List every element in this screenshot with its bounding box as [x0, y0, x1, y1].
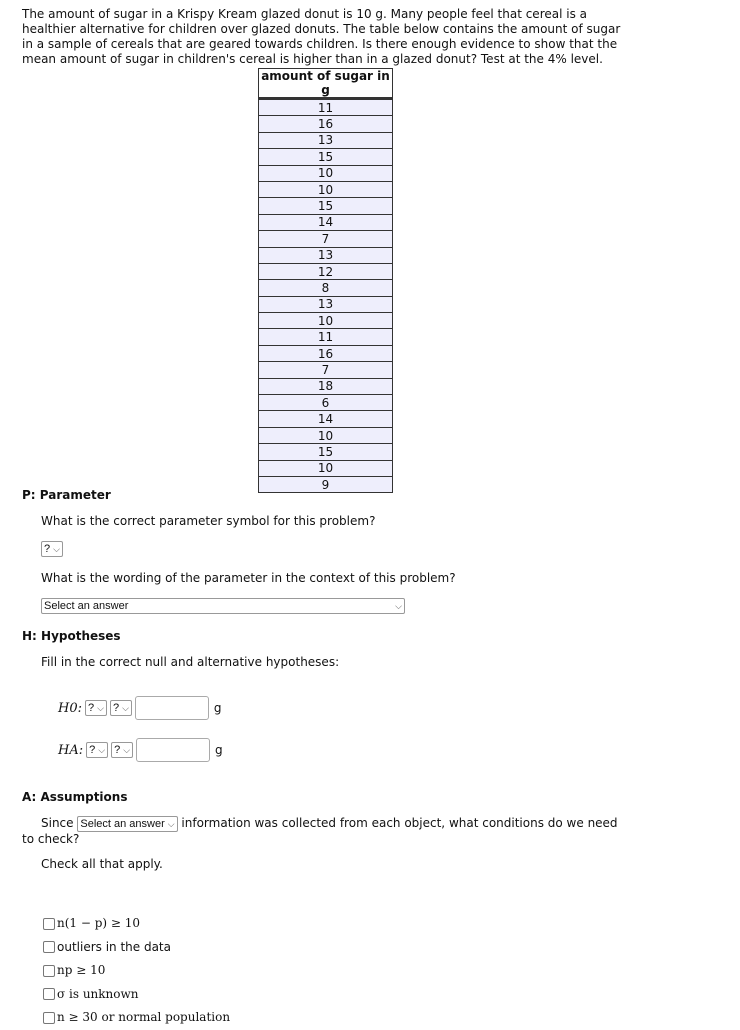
h0-unit: g	[213, 701, 222, 715]
data-type-select[interactable]	[77, 816, 177, 832]
table-cell: 10	[259, 165, 393, 181]
table-cell: 12	[259, 263, 393, 279]
question-rest: information was collected from each object, what conditions do we need to check?	[22, 816, 618, 846]
hypotheses-instruction: Fill in the correct null and alternative hypotheses:	[41, 655, 340, 669]
condition-option[interactable]	[43, 983, 230, 1007]
select-value: ?	[44, 543, 51, 555]
table-row	[259, 313, 393, 329]
parameter-wording-select[interactable]	[41, 598, 405, 614]
parameter-heading: P: Parameter	[22, 488, 111, 502]
table-row	[259, 165, 393, 181]
condition-option[interactable]	[43, 912, 230, 936]
h0-operator-select[interactable]	[110, 700, 132, 716]
assumptions-question	[22, 816, 622, 847]
chevron-down-icon: ⌵	[98, 745, 106, 755]
select-value: ?	[114, 744, 121, 756]
table-cell: 16	[259, 345, 393, 361]
table-cell: 13	[259, 247, 393, 263]
table-cell: 15	[259, 149, 393, 165]
table-cell: 10	[259, 460, 393, 476]
table-row	[259, 231, 393, 247]
condition-label: np ≥ 10	[57, 963, 106, 977]
table-row	[259, 427, 393, 443]
ha-operator-select[interactable]	[111, 742, 133, 758]
chevron-down-icon: ⌵	[123, 745, 131, 755]
table-row	[259, 362, 393, 378]
table-row	[259, 116, 393, 132]
table-row	[259, 460, 393, 476]
table-row	[259, 99, 393, 116]
since-text: Since	[41, 816, 74, 830]
chevron-down-icon: ⌵	[97, 703, 104, 713]
checkbox[interactable]	[43, 918, 55, 930]
table-cell: 11	[259, 329, 393, 345]
table-row	[259, 411, 393, 427]
h0-value-input[interactable]	[135, 696, 209, 720]
table-row	[259, 296, 393, 312]
sugar-table	[258, 68, 393, 493]
table-cell: 6	[259, 395, 393, 411]
table-row	[259, 476, 393, 492]
condition-label: n ≥ 30 or normal population	[57, 1010, 231, 1024]
wording-question: What is the wording of the parameter in the context of this problem?	[41, 571, 456, 585]
table-cell: 7	[259, 362, 393, 378]
condition-option[interactable]	[43, 1006, 230, 1030]
select-value: Select an answer	[80, 818, 165, 830]
checkbox[interactable]	[43, 988, 55, 1000]
table-row	[259, 132, 393, 148]
chevron-down-icon: ⌵	[395, 601, 402, 611]
table-row	[259, 198, 393, 214]
h0-label: H0:	[58, 700, 82, 716]
table-header: amount of sugar in g	[259, 69, 393, 99]
table-row	[259, 329, 393, 345]
ha-parameter-select[interactable]	[86, 742, 108, 758]
checkbox[interactable]	[43, 965, 55, 977]
table-row	[259, 280, 393, 296]
select-value: ?	[88, 702, 95, 714]
select-value: ?	[89, 744, 96, 756]
h0-parameter-select[interactable]	[85, 700, 107, 716]
table-row	[259, 395, 393, 411]
table-cell: 10	[259, 181, 393, 197]
condition-label: σ is unknown	[57, 986, 139, 1001]
table-cell: 13	[259, 296, 393, 312]
table-cell: 15	[259, 444, 393, 460]
condition-option[interactable]	[43, 936, 230, 960]
table-cell: 10	[259, 427, 393, 443]
ha-value-input[interactable]	[136, 738, 210, 762]
table-cell: 8	[259, 280, 393, 296]
ha-unit: g	[215, 743, 223, 757]
table-row	[259, 378, 393, 394]
table-row	[259, 149, 393, 165]
condition-option[interactable]	[43, 959, 230, 983]
condition-label: n(1 − p) ≥ 10	[57, 916, 141, 930]
table-cell: 16	[259, 116, 393, 132]
table-cell: 14	[259, 411, 393, 427]
chevron-down-icon: ⌵	[53, 544, 60, 554]
table-cell: 15	[259, 198, 393, 214]
conditions-checklist	[43, 912, 230, 1030]
table-row	[259, 444, 393, 460]
table-cell: 10	[259, 313, 393, 329]
checkbox[interactable]	[43, 1012, 55, 1024]
table-row	[259, 181, 393, 197]
table-row	[259, 214, 393, 230]
table-cell: 11	[259, 99, 393, 116]
condition-label: outliers in the data	[57, 939, 171, 954]
table-row	[259, 345, 393, 361]
chevron-down-icon: ⌵	[167, 819, 175, 829]
null-hypothesis-row	[58, 696, 222, 720]
select-value: ?	[112, 702, 120, 714]
parameter-symbol-select[interactable]	[41, 541, 63, 557]
table-cell: 13	[259, 132, 393, 148]
problem-text: The amount of sugar in a Krispy Kream glazed donut is 10 g. Many people feel that cereal is a healthier alternative for children over glazed donuts. The table below contains the amount of sugar in a sample of cereals that are geared towards children. Is there enough evidence to show that the mean amount of sugar in children's cereal is higher than in a glazed donut? Test at the 4% level.	[22, 7, 621, 66]
checkbox[interactable]	[43, 941, 55, 953]
select-value: Select an answer	[44, 600, 129, 612]
table-cell: 7	[259, 231, 393, 247]
table-row	[259, 247, 393, 263]
check-all-instruction: Check all that apply.	[41, 857, 163, 871]
table-cell: 14	[259, 214, 393, 230]
assumptions-heading: A: Assumptions	[22, 790, 128, 804]
ha-label: HA:	[58, 742, 84, 758]
table-row	[259, 263, 393, 279]
parameter-question: What is the correct parameter symbol for this problem?	[41, 514, 376, 528]
table-cell: 9	[259, 476, 393, 492]
chevron-down-icon: ⌵	[122, 703, 129, 713]
alt-hypothesis-row	[58, 738, 223, 762]
hypotheses-heading: H: Hypotheses	[22, 629, 121, 643]
table-cell: 18	[259, 378, 393, 394]
